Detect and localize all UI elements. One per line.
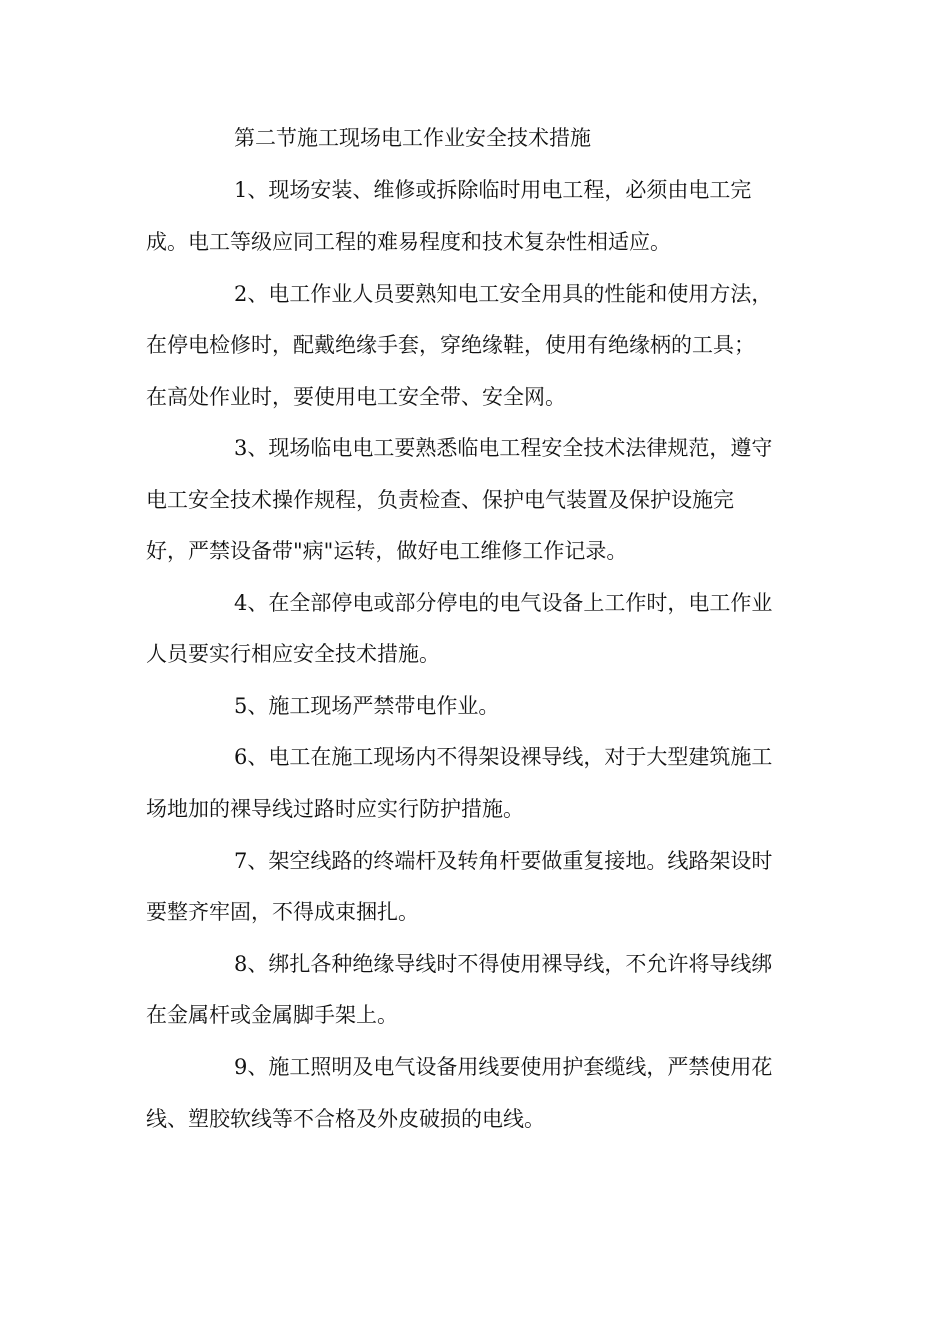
paragraph-9-line-2: 线、塑胶软线等不合格及外皮破损的电线。: [146, 1107, 545, 1131]
paragraph-4-line-2: 人员要实行相应安全技术措施。: [146, 642, 440, 666]
paragraph-6-line-1: 6、电工在施工现场内不得架设裸导线，对于大型建筑施工: [234, 745, 773, 769]
paragraph-8-line-1: 8、绑扎各种绝缘导线时不得使用裸导线，不允许将导线绑: [234, 952, 773, 976]
paragraph-2-line-1: 2、电工作业人员要熟知电工安全用具的性能和使用方法，: [234, 282, 773, 306]
paragraph-9-line-1: 9、施工照明及电气设备用线要使用护套缆线，严禁使用花: [234, 1055, 773, 1079]
paragraph-7-line-2: 要整齐牢固，不得成束捆扎。: [146, 900, 419, 924]
paragraph-2-line-3: 在高处作业时，要使用电工安全带、安全网。: [146, 385, 566, 409]
paragraph-3-line-1: 3、现场临电电工要熟悉临电工程安全技术法律规范，遵守: [234, 436, 773, 460]
paragraph-5: 5、施工现场严禁带电作业。: [234, 694, 500, 718]
paragraph-2-line-2: 在停电检修时，配戴绝缘手套，穿绝缘鞋，使用有绝缘柄的工具；: [146, 333, 755, 357]
section-title: 第二节施工现场电工作业安全技术措施: [234, 126, 591, 150]
paragraph-7-line-1: 7、架空线路的终端杆及转角杆要做重复接地。线路架设时: [234, 849, 773, 873]
paragraph-4-line-1: 4、在全部停电或部分停电的电气设备上工作时，电工作业: [234, 591, 773, 615]
paragraph-8-line-2: 在金属杆或金属脚手架上。: [146, 1003, 398, 1027]
paragraph-3-line-2: 电工安全技术操作规程，负责检查、保护电气装置及保护设施完: [146, 488, 734, 512]
paragraph-1-line-2: 成。电工等级应同工程的难易程度和技术复杂性相适应。: [146, 230, 671, 254]
paragraph-6-line-2: 场地加的裸导线过路时应实行防护措施。: [146, 797, 524, 821]
paragraph-3-line-3: 好，严禁设备带"病"运转，做好电工维修工作记录。: [146, 539, 628, 563]
paragraph-1-line-1: 1、现场安装、维修或拆除临时用电工程，必须由电工完: [234, 178, 752, 202]
